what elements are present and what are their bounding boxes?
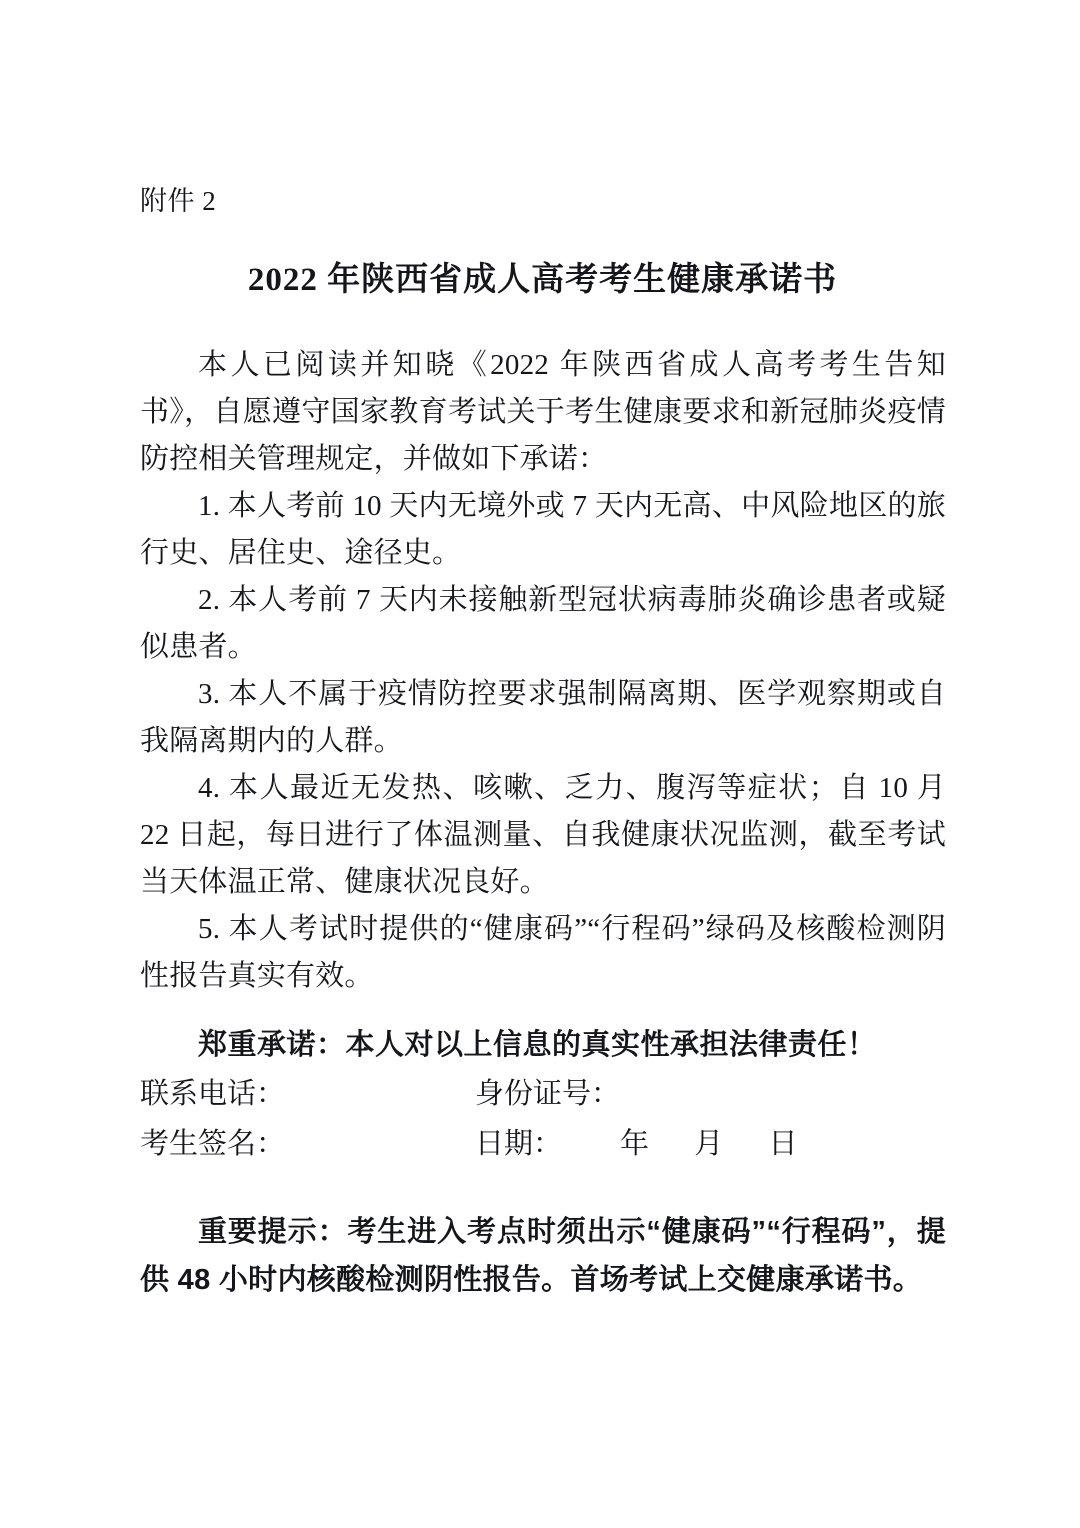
id-number-field-label: 身份证号： <box>475 1078 621 1110</box>
form-row-contact <box>140 1072 946 1116</box>
commitment-item-2: 2. 本人考前 7 天内未接触新型冠状病毒肺炎确诊患者或疑似患者。 <box>140 584 946 663</box>
signature-field-label: 考生签名： <box>140 1128 286 1160</box>
commitment-item-4: 4. 本人最近无发热、咳嗽、乏力、腹泻等症状；自 10 月 22 日起，每日进行了体温测量、自我健康状况监测，截至考试当天体温正常、健康状况良好。 <box>140 772 946 898</box>
date-units-group <box>620 1122 824 1166</box>
commitment-item-1: 1. 本人考前 10 天内无境外或 7 天内无高、中风险地区的旅行史、居住史、途径史。 <box>140 490 946 569</box>
phone-field-label: 联系电话： <box>140 1078 286 1110</box>
date-unit-year: 年 <box>620 1128 662 1160</box>
date-unit-month: 月 <box>694 1128 736 1160</box>
commitment-item-5: 5. 本人考试时提供的“健康码”“行程码”绿码及核酸检测阴性报告真实有效。 <box>140 913 946 992</box>
important-notice: 重要提示：考生进入考点时须出示“健康码”“行程码”，提供 48 小时内核酸检测阴性报告。首场考试上交健康承诺书。 <box>140 1216 946 1296</box>
pledge-statement: 郑重承诺：本人对以上信息的真实性承担法律责任！ <box>198 1029 877 1061</box>
date-field-label: 日期： <box>475 1128 563 1160</box>
attachment-label: 附件 2 <box>140 186 217 216</box>
page-title: 2022 年陕西省成人高考考生健康承诺书 <box>247 262 838 298</box>
date-unit-day: 日 <box>768 1128 810 1160</box>
form-row-signature <box>140 1122 946 1166</box>
intro-paragraph: 本人已阅读并知晓《2022 年陕西省成人高考考生告知书》，自愿遵守国家教育考试关于考生健康要求和新冠肺炎疫情防控相关管理规定，并做如下承诺： <box>140 349 946 475</box>
commitment-item-3: 3. 本人不属于疫情防控要求强制隔离期、医学观察期或自我隔离期内的人群。 <box>140 678 946 757</box>
